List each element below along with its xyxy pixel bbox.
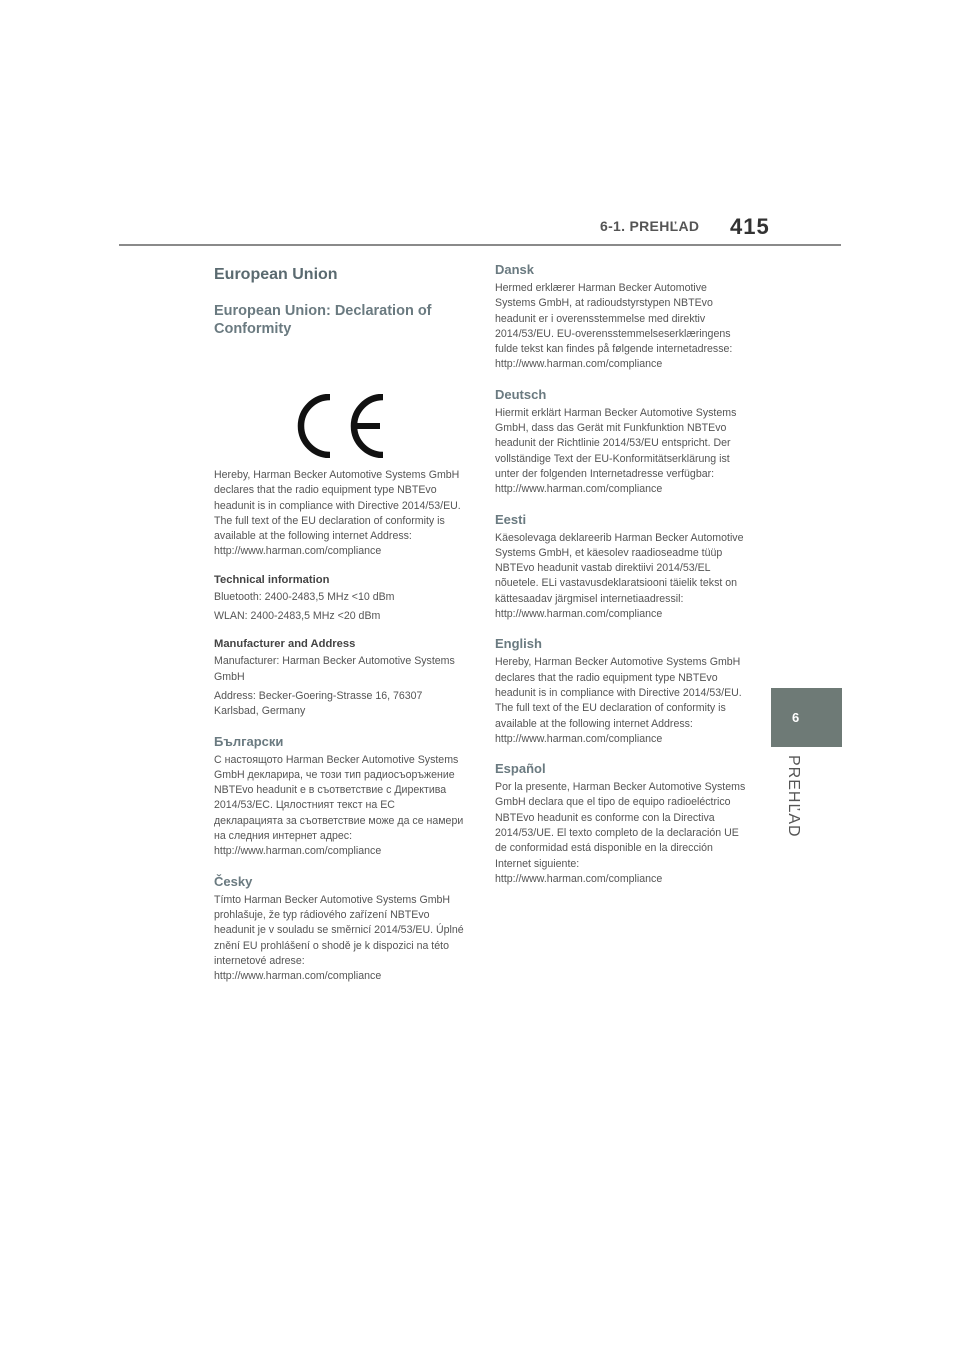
chapter-title: 6-1. PREHĽAD bbox=[600, 218, 700, 234]
text-czech: Tímto Harman Becker Automotive Systems GmbH prohlašuje, že typ rádiového zařízení NBTEvo headunit je v souladu se směrnicí 2014/53/EU. Úplné znění EU prohlášení o shodě je k dispozici na této internetové adrese: http://www.harman.com/compliance bbox=[214, 893, 464, 983]
chapter-tab bbox=[771, 688, 842, 747]
text-danish: Hermed erklærer Harman Becker Automotive Systems GmbH, at radioudstyrstypen NBTEvo headunit er i overensstemmelse med direktiv 2014/53/EU. EU-overensstemmelseserklæringens fulde tekst kan findes på følgende internetadresse: http://www.harman.com/compliance bbox=[495, 282, 733, 371]
tech-wlan: WLAN: 2400-2483,5 MHz <20 dBm bbox=[214, 610, 381, 623]
heading-bulgarian: Български bbox=[214, 733, 284, 749]
heading-german: Deutsch bbox=[495, 386, 547, 402]
ce-mark-container bbox=[214, 344, 466, 468]
ce-mark-icon bbox=[292, 394, 388, 458]
text-bulgarian: С настоящото Harman Becker Automotive Systems GmbH декларира, че този тип радиосъоръжение NBTEvo headunit е в съответствие с Директива 2014/53/ЕС. Цялостният текст на ЕС декларацията за съответствие може да се намери на следния интернет адрес: http://www.harman.com/compliance bbox=[214, 753, 464, 858]
technical-info-heading: Technical information bbox=[214, 573, 330, 586]
left-column bbox=[214, 262, 466, 998]
declaration-heading: European Union: Declaration of Conformity bbox=[214, 303, 432, 337]
text-german: Hiermit erklärt Harman Becker Automotive Systems GmbH, dass das Gerät mit Funkfunktion NBTEvo headunit der Richtlinie 2014/53/EU entspricht. Der vollständige Text der EU-Konformitätserklärung ist unter der folgenden Internetadresse verfügbar: http://www.harman.com/compliance bbox=[495, 406, 737, 496]
header-divider bbox=[119, 244, 841, 246]
tech-bluetooth: Bluetooth: 2400-2483,5 MHz <10 dBm bbox=[214, 590, 395, 603]
text-spanish: Por la presente, Harman Becker Automotive Systems GmbH declara que el tipo de equipo radioeléctrico NBTEvo headunit es conforme con la Directiva 2014/53/UE. El texto completo de la declaración UE de conformidad está disponible en la dirección Internet siguiente: http://www.harman.com/compliance bbox=[495, 781, 746, 885]
heading-english: English bbox=[495, 636, 542, 652]
right-column bbox=[495, 262, 747, 901]
address-text: Address: Becker-Goering-Strasse 16, 76307 Karlsbad, Germany bbox=[214, 689, 423, 718]
section-title-european-union: European Union bbox=[214, 266, 338, 283]
chapter-side-label: PREHĽAD bbox=[785, 755, 802, 838]
chapter-tab-number: 6 bbox=[792, 710, 800, 725]
manufacturer-text: Manufacturer: Harman Becker Automotive Systems GmbH bbox=[214, 655, 455, 683]
manufacturer-heading: Manufacturer and Address bbox=[214, 638, 356, 651]
heading-estonian: Eesti bbox=[495, 511, 527, 527]
heading-czech: Česky bbox=[214, 873, 253, 889]
heading-spanish: Español bbox=[495, 761, 546, 777]
text-english: Hereby, Harman Becker Automotive Systems GmbH declares that the radio equipment type NBTEvo headunit is in compliance with Directive 2014/53/EU. The full text of the EU declaration of conformity is available at the following internet Address: http://www.harman.com/compliance bbox=[495, 656, 742, 745]
heading-danish: Dansk bbox=[495, 262, 535, 277]
declaration-text: Hereby, Harman Becker Automotive Systems GmbH declares that the radio equipment type NBTEvo headunit is in compliance with Directive 2014/53/EU. The full text of the EU declaration of conformity is available at the following internet Address: http://www.harman.com/compliance bbox=[214, 469, 461, 558]
text-estonian: Käesolevaga deklareerib Harman Becker Automotive Systems GmbH, et käesolev raadioseadme tüüp NBTEvo headunit vastab direktiivi 2014/53/EL nõuetele. ELi vastavusdeklaratsiooni täielik tekst on kättesaadav järgmisel internetiaadressil: http://www.harman.com/compliance bbox=[495, 531, 744, 621]
page-number: 415 bbox=[730, 214, 770, 239]
